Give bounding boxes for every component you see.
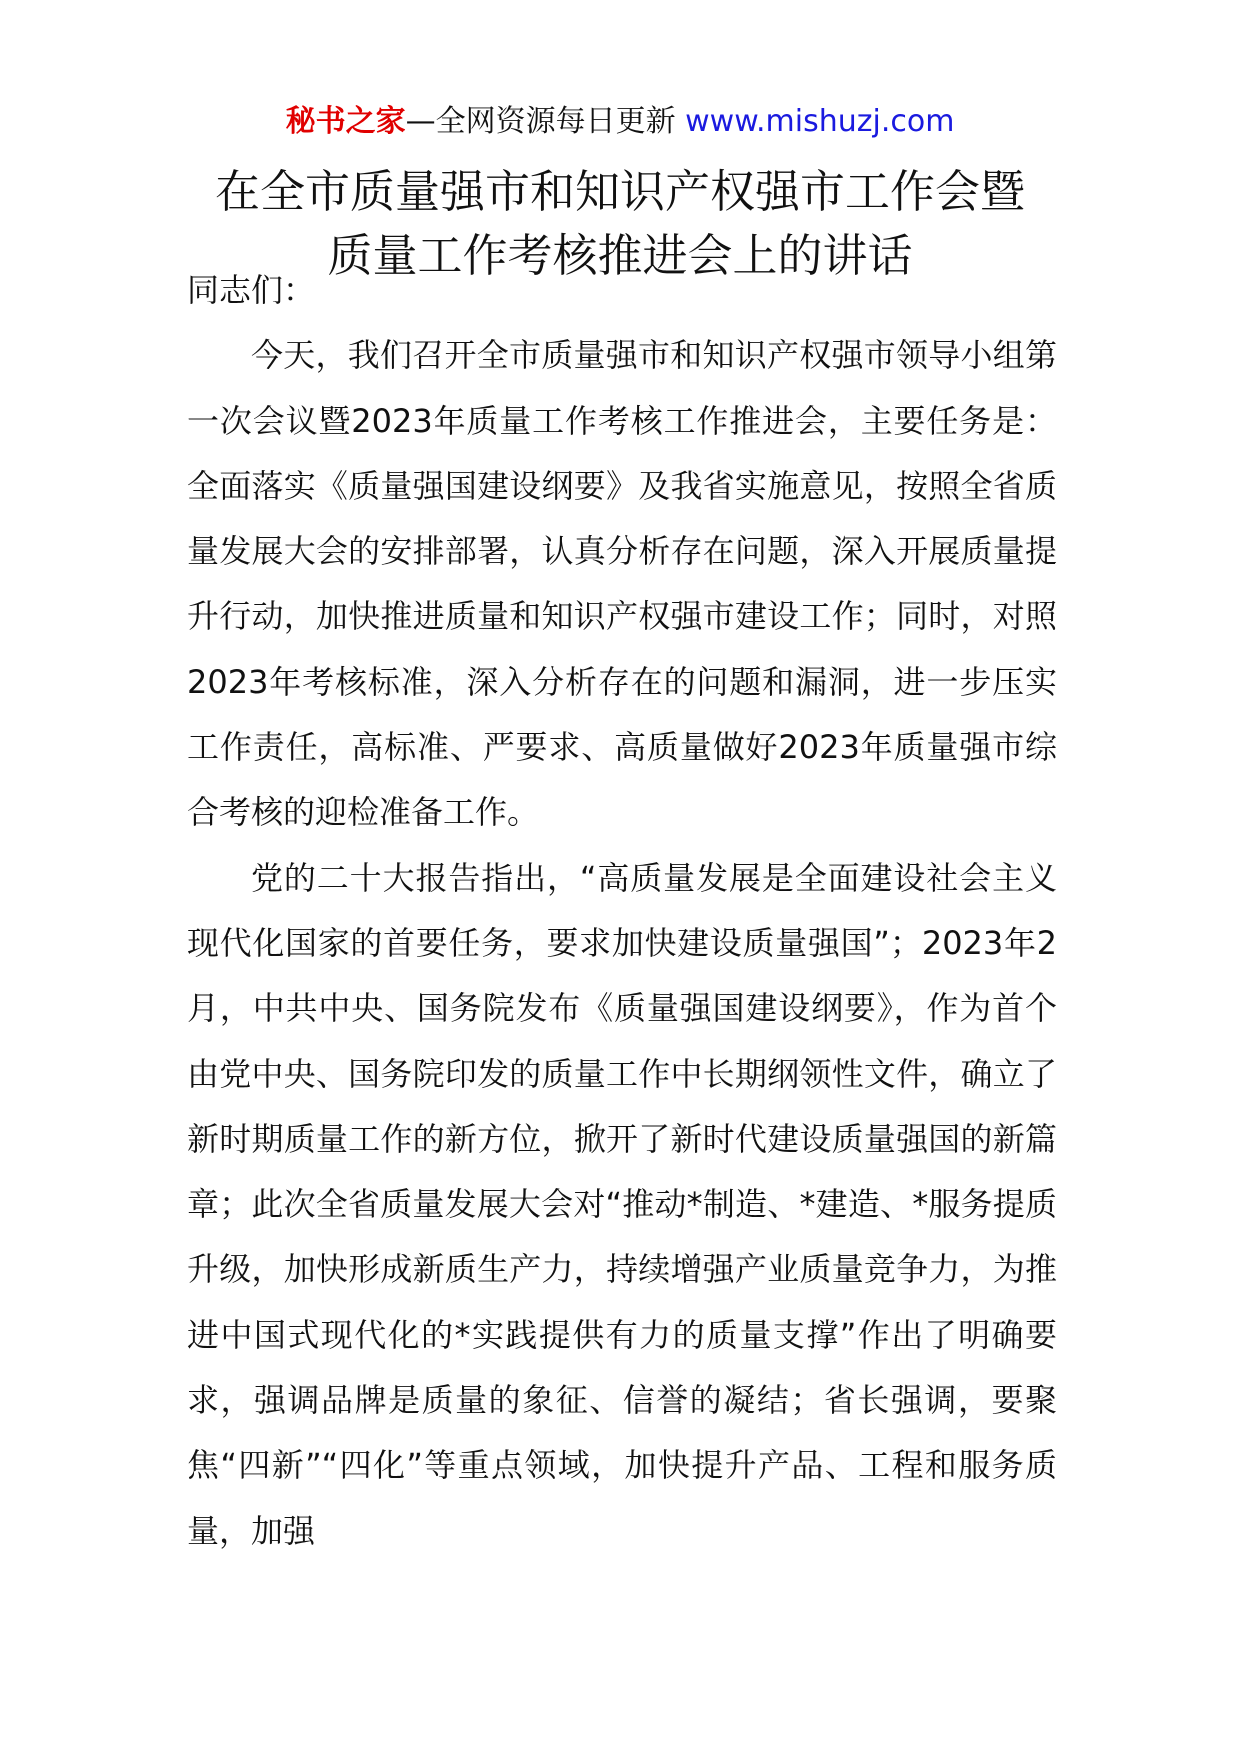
- title-line-1: 在全市质量强市和知识产权强市工作会暨: [214, 165, 1025, 218]
- banner-slogan: —全网资源每日更新: [405, 104, 676, 139]
- title-line-2: 质量工作考核推进会上的讲话: [327, 229, 913, 282]
- banner-brand: 秘书之家: [285, 104, 406, 139]
- document-body: [187, 258, 1057, 1564]
- site-banner: [0, 100, 1240, 144]
- banner-url-link[interactable]: www.mishuzj.com: [685, 104, 955, 139]
- paragraph-2: 党的二十大报告指出，“高质量发展是全面建设社会主义现代化国家的首要任务，要求加快建设质量强国”；2023年2月，中共中央、国务院发布《质量强国建设纲要》，作为首个由党中央、国务院印发的质量工作中长期纲领性文件，确立了新时期质量工作的新方位，掀开了新时代建设质量强国的新篇章；此次全省质量发展大会对“推动*制造、*建造、*服务提质升级，加快形成新质生产力，持续增强产业质量竞争力，为推进中国式现代化的*实践提供有力的质量支撑”作出了明确要求，强调品牌是质量的象征、信誉的凝结；省长强调，要聚焦“四新”“四化”等重点领域，加快提升产品、工程和服务质量，加强: [187, 858, 1057, 1550]
- paragraph-1: 今天，我们召开全市质量强市和知识产权强市领导小组第一次会议暨2023年质量工作考核工作推进会，主要任务是：全面落实《质量强国建设纲要》及我省实施意见，按照全省质量发展大会的安排部署，认真分析存在问题，深入开展质量提升行动，加快推进质量和知识产权强市建设工作；同时，对照2023年考核标准，深入分析存在的问题和漏洞，进一步压实工作责任，高标准、严要求、高质量做好2023年质量强市综合考核的迎检准备工作。: [187, 336, 1057, 832]
- salutation: 同志们：: [187, 271, 316, 309]
